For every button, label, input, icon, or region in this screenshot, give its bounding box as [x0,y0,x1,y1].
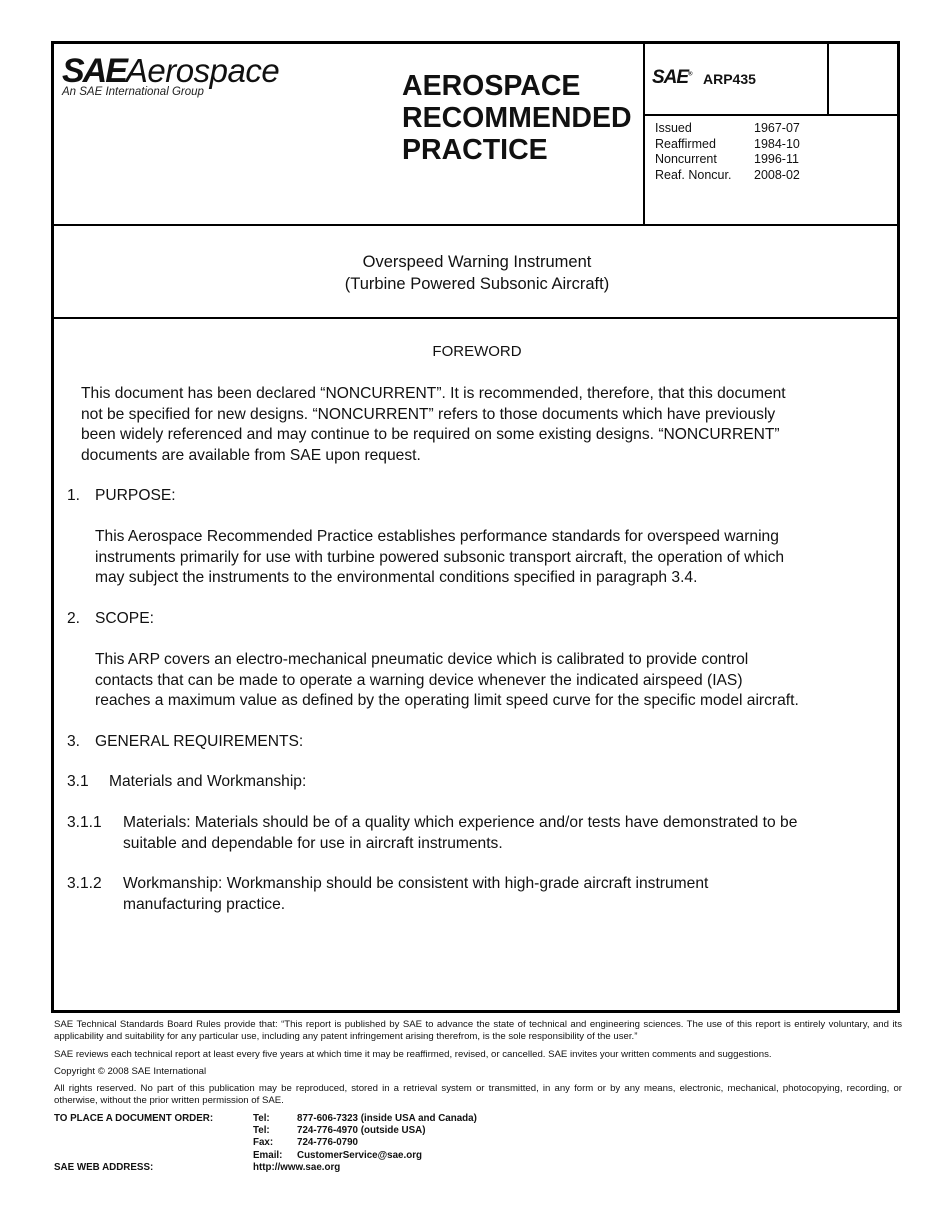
section-3-number: 3. [67,733,81,750]
date-label: Issued [655,121,692,135]
header-column-divider [643,41,645,225]
text-line: been widely referenced and may continue to be required on some existing designs. “NONCURRENT” [81,426,780,443]
title-subtitle: (Turbine Powered Subsonic Aircraft) [344,274,610,293]
contact-value: 724-776-0790 [297,1137,359,1149]
section-3-1-heading: Materials and Workmanship: [109,773,307,790]
contact-row [253,1150,477,1162]
text-line: contacts that can be made to operate a warning device whenever the indicated airspeed (IAS) [95,671,743,689]
contact-label: Email: [253,1149,283,1161]
section-3-1-number: 3.1 [67,773,89,790]
logo-sae-mark: SAE [62,52,126,90]
text-line: Workmanship: Workmanship should be consistent with high-grade aircraft instrument [123,875,709,892]
title-line: Overspeed Warning Instrument [362,253,592,271]
date-row [655,121,800,137]
document-dates [655,121,800,183]
contact-email-link[interactable]: CustomerService@sae.org [297,1149,422,1161]
contact-list [253,1113,477,1174]
text-line: This Aerospace Recommended Practice establishes performance standards for overspeed warning [95,528,779,545]
section-2-heading: SCOPE: [95,610,154,627]
contact-label: Fax: [253,1137,274,1149]
document-title [54,252,900,295]
doc-type-line: PRACTICE [402,134,548,166]
date-value: 1967-07 [754,121,800,135]
foreword-heading: FOREWORD [432,343,522,360]
web-address-link[interactable]: http://www.sae.org [253,1161,341,1173]
contact-row [253,1113,477,1125]
contact-row [253,1137,477,1149]
contact-row [253,1125,477,1137]
contact-label: Tel: [253,1125,270,1137]
foreword-paragraph [81,384,881,466]
date-row [655,152,800,168]
section-2-number: 2. [67,610,81,627]
section-3-heading: GENERAL REQUIREMENTS: [95,733,304,750]
doc-type-line: RECOMMENDED [402,102,632,134]
date-label: Noncurrent [655,152,717,166]
logo-tagline: An SAE International Group [62,86,204,98]
sae-aerospace-logo [62,54,322,114]
section-3-1-1-paragraph [123,813,893,854]
footer-copyright: Copyright © 2008 SAE International [54,1066,207,1077]
section-3-1-1-number: 3.1.1 [67,814,102,831]
date-value: 2008-02 [754,167,800,182]
section-1-number: 1. [67,487,81,504]
text-line: This document has been declared “NONCURRENT”. It is recommended, therefore, that this document [81,385,786,402]
date-value: 1984-10 [754,136,800,151]
docnum-row-divider [643,114,900,116]
section-1-heading: PURPOSE: [95,487,176,504]
header-divider [51,224,900,226]
contact-value: 877-606-7323 (inside USA and Canada) [297,1113,477,1124]
logo-aerospace-word: Aerospace [125,52,280,89]
sae-small-logo: SAE® [652,67,693,88]
date-label: Reaf. Noncur. [655,167,732,182]
date-label: Reaffirmed [655,136,716,151]
text-line: manufacturing practice. [123,895,286,913]
text-line: suitable and dependable for use in aircraft instruments. [123,834,503,852]
text-line: Materials: Materials should be of a quality which experience and/or tests have demonstrated to be [123,814,798,831]
text-line: may subject the instruments to the environmental conditions specified in paragraph 3.4. [95,569,698,586]
section-2-paragraph [95,650,895,712]
document-type [402,70,632,166]
document-number: ARP435 [703,71,756,87]
order-label: TO PLACE A DOCUMENT ORDER: [54,1113,214,1124]
section-3-1-2-paragraph [123,874,893,915]
text-line: not be specified for new designs. “NONCURRENT” refers to those documents which have previously [81,405,776,423]
contact-label: Tel: [253,1113,270,1124]
date-value: 1996-11 [754,152,799,166]
section-3-1-2-number: 3.1.2 [67,875,102,892]
text-line: reaches a maximum value as defined by the operating limit speed curve for the specific model aircraft. [95,692,799,709]
text-line: instruments primarily for use with turbine powered subsonic transport aircraft, the operation of which [95,548,785,566]
date-row [655,168,800,184]
doc-type-line: AEROSPACE [402,70,581,102]
date-row [655,137,800,153]
sae-small-mark: SAE [652,67,689,88]
section-1-paragraph [95,527,895,589]
docnum-box-divider [827,41,829,115]
footer-review-notice: SAE reviews each technical report at least every five years at which time it may be reaffirmed, revised, or cancelled. SAE invites your written comments and suggestions. [54,1049,772,1060]
text-line: This ARP covers an electro-mechanical pneumatic device which is calibrated to provide control [95,651,749,668]
footer-rights-notice: All rights reserved. No part of this publication may be reproduced, stored in a retrieval system or transmitted, in any form or by any means, electronic, mechanical, photocopying, recording, or otherwise, without the prior written permission of SAE. [54,1083,902,1106]
title-divider [51,317,900,319]
web-address-label: SAE WEB ADDRESS: [54,1162,154,1173]
text-line: documents are available from SAE upon request. [81,446,421,464]
contact-value: 724-776-4970 (outside USA) [297,1125,426,1137]
footer-rules-notice: SAE Technical Standards Board Rules provide that: “This report is published by SAE to advance the state of technical and engineering sciences. The use of this report is entirely voluntary, and its applicability and suitability for any particular use, including any patent infringement arising therefrom, is the sole responsibility of the user.” [54,1019,902,1042]
